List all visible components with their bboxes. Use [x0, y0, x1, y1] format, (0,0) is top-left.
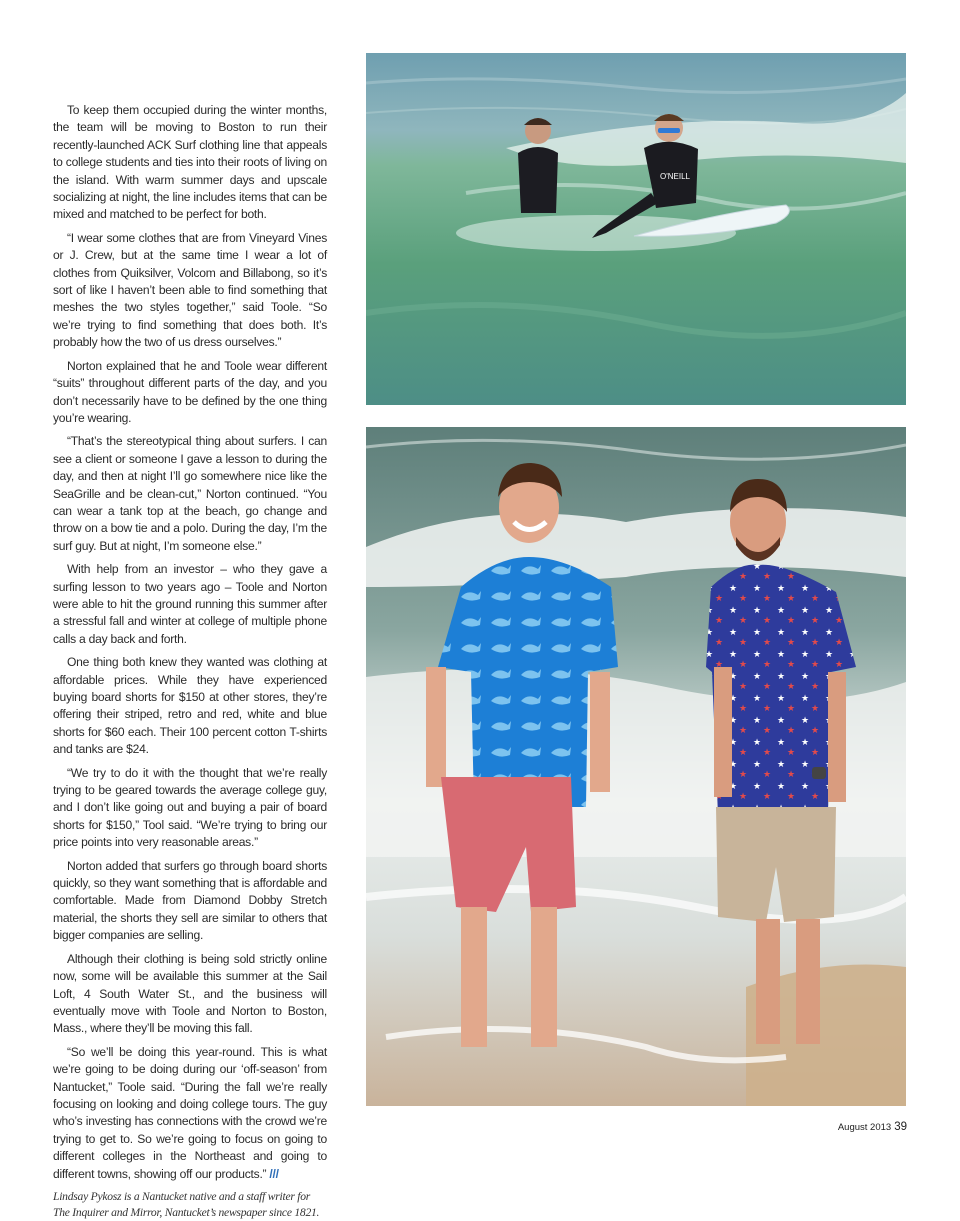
article-paragraph: “We try to do it with the thought that we’re really trying to be geared towards the average college guy, and I don’t like going out and buying a pair of board shorts for $150,” Tool said. “We’re trying to bring our price points into very reasonable areas.”	[53, 765, 327, 850]
article-paragraph-last	[53, 1044, 327, 1183]
article-column	[53, 102, 327, 1221]
author-byline: Lindsay Pykosz is a Nantucket native and a staff writer for The Inquirer and Mirror, Nantucket’s newspaper since 1821.	[53, 1189, 320, 1219]
surfers-photo	[366, 53, 906, 405]
beach-portrait-illustration	[366, 427, 906, 1106]
article-paragraph: With help from an investor – who they gave a surfing lesson to two years ago – Toole and Norton were able to hit the ground running this summer after a stressful fall and winter at college of multiple phone calls a day back and forth.	[53, 562, 327, 646]
end-mark: ///	[269, 1166, 279, 1181]
page-number: 39	[894, 1121, 907, 1133]
issue-date: August 2013	[837, 1122, 892, 1133]
surfers-photo-illustration	[366, 53, 906, 405]
article-paragraph: “That’s the stereotypical thing about surfers. I can see a client or someone I gave a lesson to during the day, and then at night I’ll go somewhere nice like the SeaGrille and be clean-cut,” Norton continued. “You can wear a tank top at the beach, go change and throw on a bow tie and a polo. During the day, I’m the surf guy. But at night, I’m someone else.”	[53, 434, 327, 553]
article-paragraph: “I wear some clothes that are from Vineyard Vines or J. Crew, but at the same time I wear a lot of clothes from Quiksilver, Volcom and Billabong, so it’s sort of like I haven’t been able to find something that meshes the two styles together,” said Toole. “So we’re trying to find something that does both. It’s probably how the two of us dress ourselves.”	[53, 230, 327, 350]
article-paragraph: Although their clothing is being sold strictly online now, some will be available this summer at the Sail Loft, 4 South Water St., and the business will eventually move with Toole and Norton to Boston, Mass., where they’ll be moving this fall.	[53, 951, 327, 1036]
article-paragraph: Norton added that surfers go through board shorts quickly, so they want something that is affordable and comfortable. Made from Diamond Dobby Stretch material, the shorts they sell are similar to others that bigger companies are selling.	[53, 858, 327, 943]
article-paragraph: To keep them occupied during the winter months, the team will be moving to Boston to run their recently-launched ACK Surf clothing line that appeals to college students and ties into their roots of living on the island. With warm summer days and upscale socializing at night, the line includes items that can be mixed and matched to be perfect for both.	[53, 103, 327, 222]
article-paragraph: Norton explained that he and Toole wear different “suits” throughout different parts of the day, and you don’t necessarily have to be defined by the one thing you’re wearing.	[53, 358, 327, 425]
page-footer	[838, 1121, 907, 1133]
wetsuit-logo: O'NEILL	[660, 172, 690, 181]
beach-portrait-photo	[366, 427, 906, 1106]
article-paragraph-text: “So we’ll be doing this year-round. This is what we’re going to be doing during our ‘off-season’ from Nantucket,” Toole said. “During the fall we’re really focusing on looking and doing college tours. The guy who’s investing has connections with the crowd we’re trying to get to. So we’re going to focus on going to different colleges in the Northeast and going to different towns, showing off our products.”	[53, 1044, 327, 1181]
article-paragraph: One thing both knew they wanted was clothing at affordable prices. While they have experienced buying board shorts for $150 at other stores, they’re offering their striped, retro and red, white and blue shorts for $60 each. Their 100 percent cotton T-shirts and tanks are $24.	[53, 655, 327, 757]
